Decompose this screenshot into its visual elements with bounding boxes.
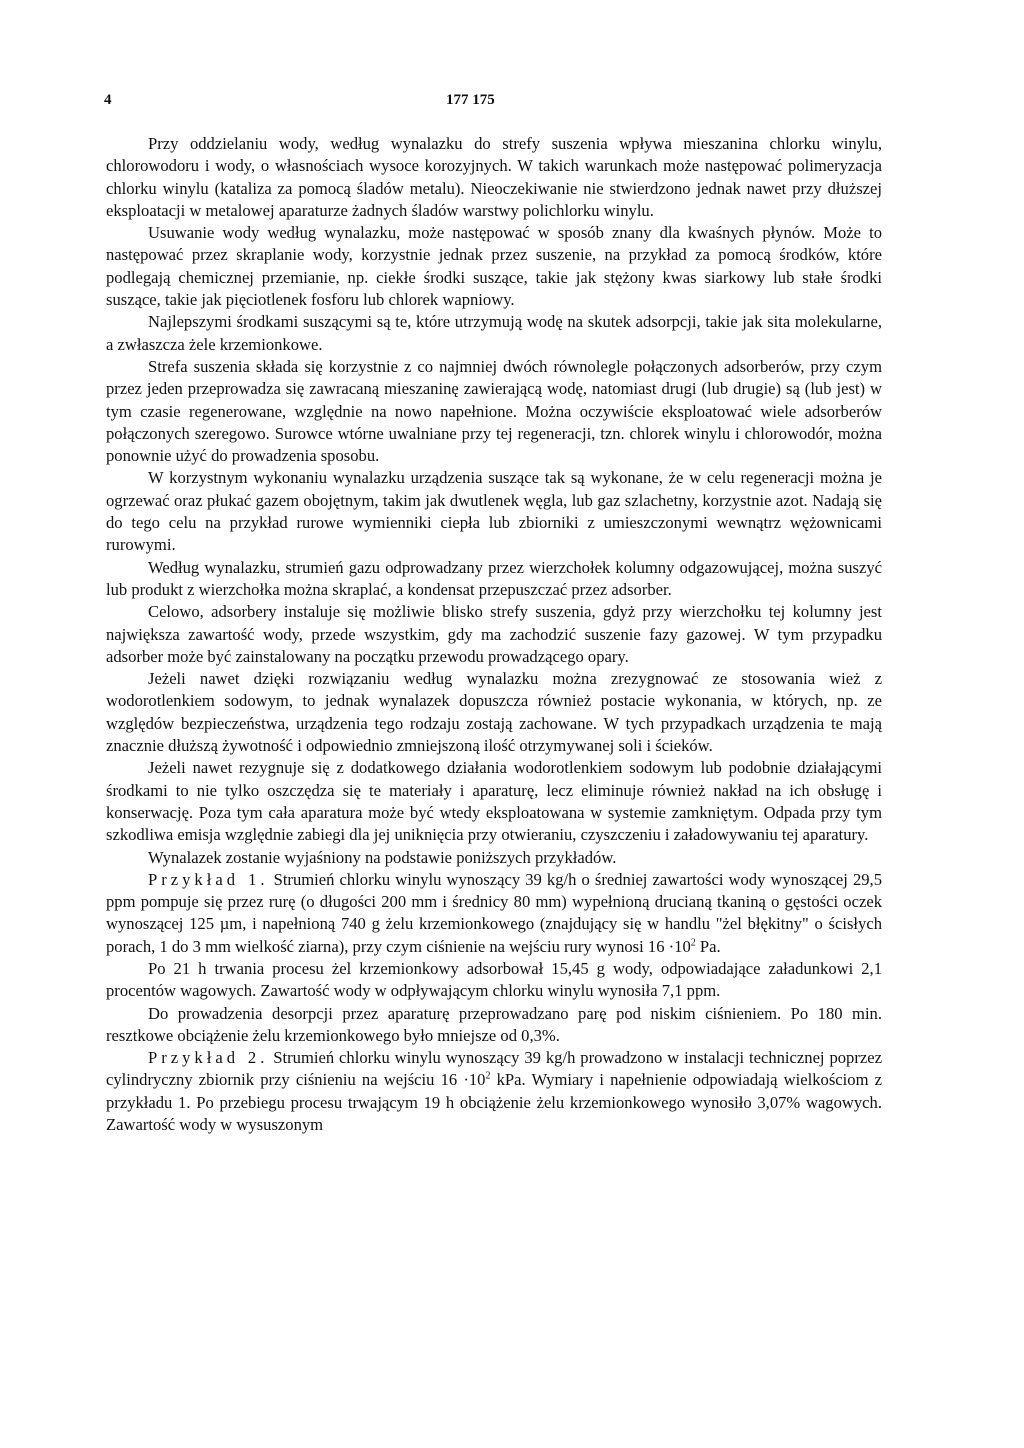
patent-number: 177 175	[446, 92, 495, 108]
example-text-tail: kPa. Wymiary i napełnienie odpowiadają wielkościom z przykładu 1. Po przebiegu procesu trwającym 19 h obciążenie żelu krzemionkowego wynosiło 3,07% wagowych. Zawartość wody w wysuszonym	[106, 1070, 882, 1135]
paragraph: Według wynalazku, strumień gazu odprowadzany przez wierzchołek kolumny odgazowującej, można suszyć lub produkt z wierzchołka można skraplać, a kondensat przepuszczać przez adsorber.	[106, 557, 882, 599]
paragraph: Jeżeli nawet dzięki rozwiązaniu według wynalazku można zrezygnować ze stosowania wież z wodorotlenkiem sodowym, to jednak wynalazek dopuszcza również postacie wykonania, w których, np. ze względów bezpieczeństwa, urządzenia tego rodzaju zostają zachowane. W tych przypadkach urządzenia te mają znacznie dłuższą żywotność i odpowiednio zmniejszoną ilość otrzymywanej soli i ścieków.	[106, 669, 882, 756]
page-header	[104, 92, 882, 116]
exponent: 2	[690, 937, 696, 949]
paragraph: W korzystnym wykonaniu wynalazku urządzenia suszące tak są wykonane, że w celu regeneracji można je ogrzewać oraz płukać gazem obojętnym, takim jak dwutlenek węgla, lub gaz szlachetny, korzystnie azot. Nadają się do tego celu na przykład rurowe wymienniki ciepła lub zbiorniki z umieszczonymi wewnątrz wężownicami rurowymi.	[106, 468, 882, 555]
paragraph: Usuwanie wody według wynalazku, może następować w sposób znany dla kwaśnych płynów. Może to następować przez skraplanie wody, korzystnie jednak przez suszenie, na przykład za pomocą środków, które podlegają chemicznej przemianie, np. ciekłe środki suszące, takie jak stężony kwas siarkowy lub stałe środki suszące, takie jak pięciotlenek fosforu lub chlorek wapniowy.	[106, 223, 882, 310]
paragraph: Jeżeli nawet rezygnuje się z dodatkowego działania wodorotlenkiem sodowym lub podobnie działającymi środkami to nie tylko oszczędza się te materiały i aparaturę, lecz eliminuje również nakład na ich obsługę i konserwację. Poza tym cała aparatura może być wtedy eksploatowana w systemie zamkniętym. Odpada przy tym szkodliwa emisja względnie zabiegi dla jej uniknięcia przy otwieraniu, czyszczeniu i załadowywaniu tej aparatury.	[106, 758, 882, 845]
example-text-tail: Pa.	[695, 936, 721, 956]
page-number: 4	[104, 92, 112, 108]
exponent: 2	[485, 1070, 491, 1082]
paragraph: Przy oddzielaniu wody, według wynalazku do strefy suszenia wpływa mieszanina chlorku winylu, chlorowodoru i wody, o własnościach wysoce korozyjnych. W takich warunkach może następować polimeryzacja chlorku winylu (kataliza za pomocą śladów metalu). Nieoczekiwanie nie stwierdzono jednak nawet przy dłuższej eksploatacji w metalowej aparaturze żadnych śladów warstwy polichlorku winylu.	[106, 134, 882, 220]
paragraph: Po 21 h trwania procesu żel krzemionkowy adsorbował 15,45 g wody, odpowiadające załadunkowi 2,1 procentów wagowych. Zawartość wody w odpływającym chlorku winylu wynosiła 7,1 ppm.	[106, 958, 882, 1001]
paragraph: Celowo, adsorbery instaluje się możliwie blisko strefy suszenia, gdyż przy wierzchołku tej kolumny jest największa zawartość wody, przede wszystkim, gdy ma zachodzić suszenie fazy gazowej. W tym przypadku adsorber może być zainstalowany na początku przewodu prowadzącego opary.	[106, 602, 882, 666]
example-2-paragraph	[106, 1047, 882, 1136]
body-text	[106, 133, 882, 1136]
paragraph: Do prowadzenia desorpcji przez aparaturę przeprowadzano parę pod niskim ciśnieniem. Po 180 min. resztkowe obciążenie żelu krzemionkowego było mniejsze od 0,3%.	[106, 1003, 882, 1045]
example-1-paragraph	[106, 869, 882, 958]
paragraph: Najlepszymi środkami suszącymi są te, które utrzymują wodę na skutek adsorpcji, takie jak sita molekularne, a zwłaszcza żele krzemionkowe.	[106, 312, 882, 354]
paragraph: Wynalazek zostanie wyjaśniony na podstawie poniższych przykładów.	[148, 847, 617, 867]
example-label: Przykład 2.	[148, 1048, 269, 1068]
example-text: Strumień chlorku winylu wynoszący 39 kg/h prowadzono w instalacji technicznej poprzez cylindryczny zbiornik przy ciśnieniu na wejściu 16 ·10	[106, 1048, 882, 1090]
example-label: Przykład 1.	[148, 869, 269, 889]
paragraph: Strefa suszenia składa się korzystnie z co najmniej dwóch równolegle połączonych adsorberów, przy czym przez jeden przeprowadza się zawracaną mieszaninę zawierającą wodę, natomiast drugi (lub drugie) są (lub jest) w tym czasie regenerowane, względnie na nowo napełnione. Można oczywiście eksploatować wiele adsorberów połączonych szeregowo. Surowce wtórne uwalniane przy tej regeneracji, tzn. chlorek winylu i chlorowodór, można ponownie użyć do prowadzenia sposobu.	[106, 356, 882, 466]
example-text: Strumień chlorku winylu wynoszący 39 kg/h o średniej zawartości wody wynoszącej 29,5 ppm pompuje się przez rurę (o długości 200 mm i średnicy 80 mm) wypełnioną drucianą tkaniną o gęstości oczek wynoszącej 125 µm, i napełnioną 740 g żelu krzemionkowego (znajdujący się w handlu "żel błękitny" o ścisłych porach, 1 do 3 mm wielkość ziarna), przy czym ciśnienie na wejściu rury wynosi 16 ·10	[106, 869, 882, 956]
